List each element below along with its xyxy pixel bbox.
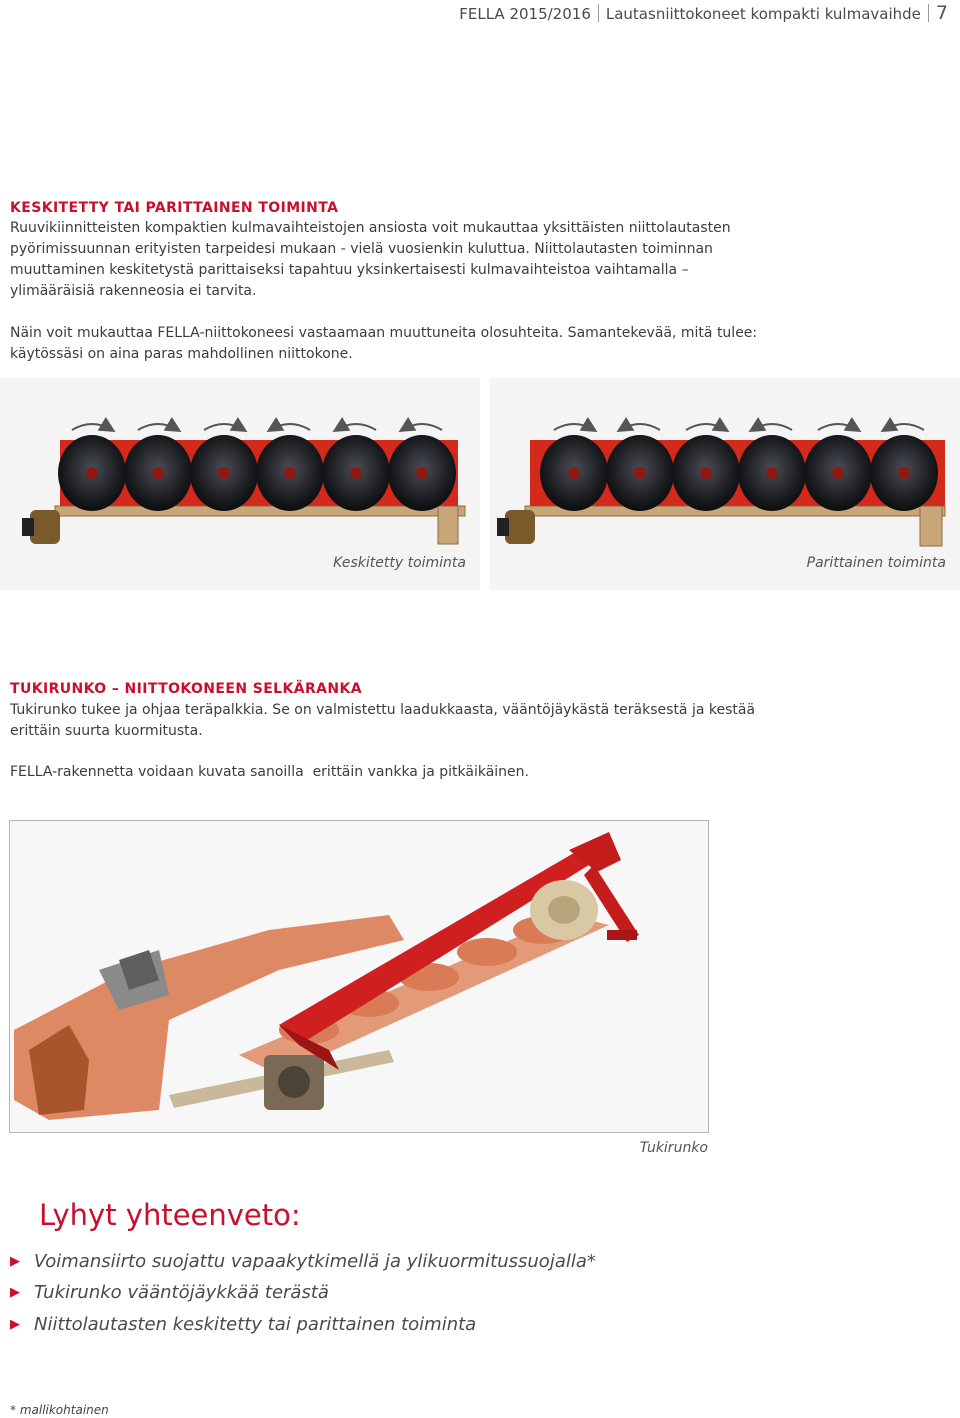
paragraph-line: käytössäsi on aina paras mahdollinen niittokone. bbox=[10, 346, 353, 362]
bullet-arrow-icon: ▶ bbox=[10, 1254, 20, 1269]
summary-item-text: Niittolautasten keskitetty tai parittainen toiminta bbox=[34, 1314, 477, 1335]
caption-paired-operation: Parittainen toiminta bbox=[806, 555, 946, 571]
section1-paragraph-2 bbox=[10, 323, 950, 365]
bullet-arrow-icon: ▶ bbox=[10, 1317, 20, 1332]
paragraph-line: Tukirunko tukee ja ohjaa teräpalkkia. Se on valmistettu laadukkaasta, vääntöjäykästä teräksestä ja kestää bbox=[10, 702, 756, 718]
header-brand-year: FELLA 2015/2016 bbox=[459, 5, 591, 23]
paragraph-line: ylimääräisiä rakenneosia ei tarvita. bbox=[10, 283, 257, 299]
summary-item bbox=[10, 1251, 596, 1272]
section2-paragraph bbox=[10, 700, 950, 742]
section1-paragraph bbox=[10, 218, 950, 302]
summary-item-text: Voimansiirto suojattu vapaakytkimellä ja ylikuormitussuojalla* bbox=[34, 1251, 596, 1272]
section2-paragraph-2: FELLA-rakennetta voidaan kuvata sanoilla erittäin vankka ja pitkäikäinen. bbox=[10, 764, 529, 780]
paragraph-line: Ruuvikiinnitteisten kompaktien kulmavaihteistojen ansiosta voit mukauttaa yksittäisten niittolautasten bbox=[10, 220, 731, 236]
paragraph-line: erittäin suurta kuormitusta. bbox=[10, 723, 203, 739]
summary-item-text: Tukirunko vääntöjäykkää terästä bbox=[34, 1282, 329, 1303]
caption-support-frame: Tukirunko bbox=[639, 1140, 708, 1156]
summary-item bbox=[10, 1314, 476, 1335]
section-heading-frame: TUKIRUNKO – NIITTOKONEEN SELKÄRANKA bbox=[10, 681, 362, 697]
page-number: 7 bbox=[935, 2, 948, 24]
summary-item bbox=[10, 1282, 329, 1303]
support-frame-photo bbox=[9, 820, 709, 1133]
paragraph-line: pyörimissuunnan erityisten tarpeidesi mukaan - vielä vuosienkin kuluttua. Niittolautasten toiminnan bbox=[10, 241, 713, 257]
section-heading-operation: KESKITETTY TAI PARITTAINEN TOIMINTA bbox=[10, 200, 339, 216]
header-title: Lautasniittokoneet kompakti kulmavaihde bbox=[605, 5, 921, 23]
page-header bbox=[459, 2, 948, 24]
header-separator bbox=[928, 4, 929, 22]
paragraph-line: Näin voit mukauttaa FELLA-niittokoneesi vastaamaan muuttuneita olosuhteita. Samantekevää, mitä tulee: bbox=[10, 325, 758, 341]
caption-centered-operation: Keskitetty toiminta bbox=[333, 555, 466, 571]
header-separator bbox=[598, 4, 599, 22]
bullet-arrow-icon: ▶ bbox=[10, 1285, 20, 1300]
summary-title: Lyhyt yhteenveto: bbox=[39, 1198, 301, 1232]
paragraph-line: muuttaminen keskitetystä parittaiseksi tapahtuu yksinkertaisesti kulmavaihteistoa vaihtamalla – bbox=[10, 262, 689, 278]
footnote: * mallikohtainen bbox=[10, 1403, 109, 1417]
